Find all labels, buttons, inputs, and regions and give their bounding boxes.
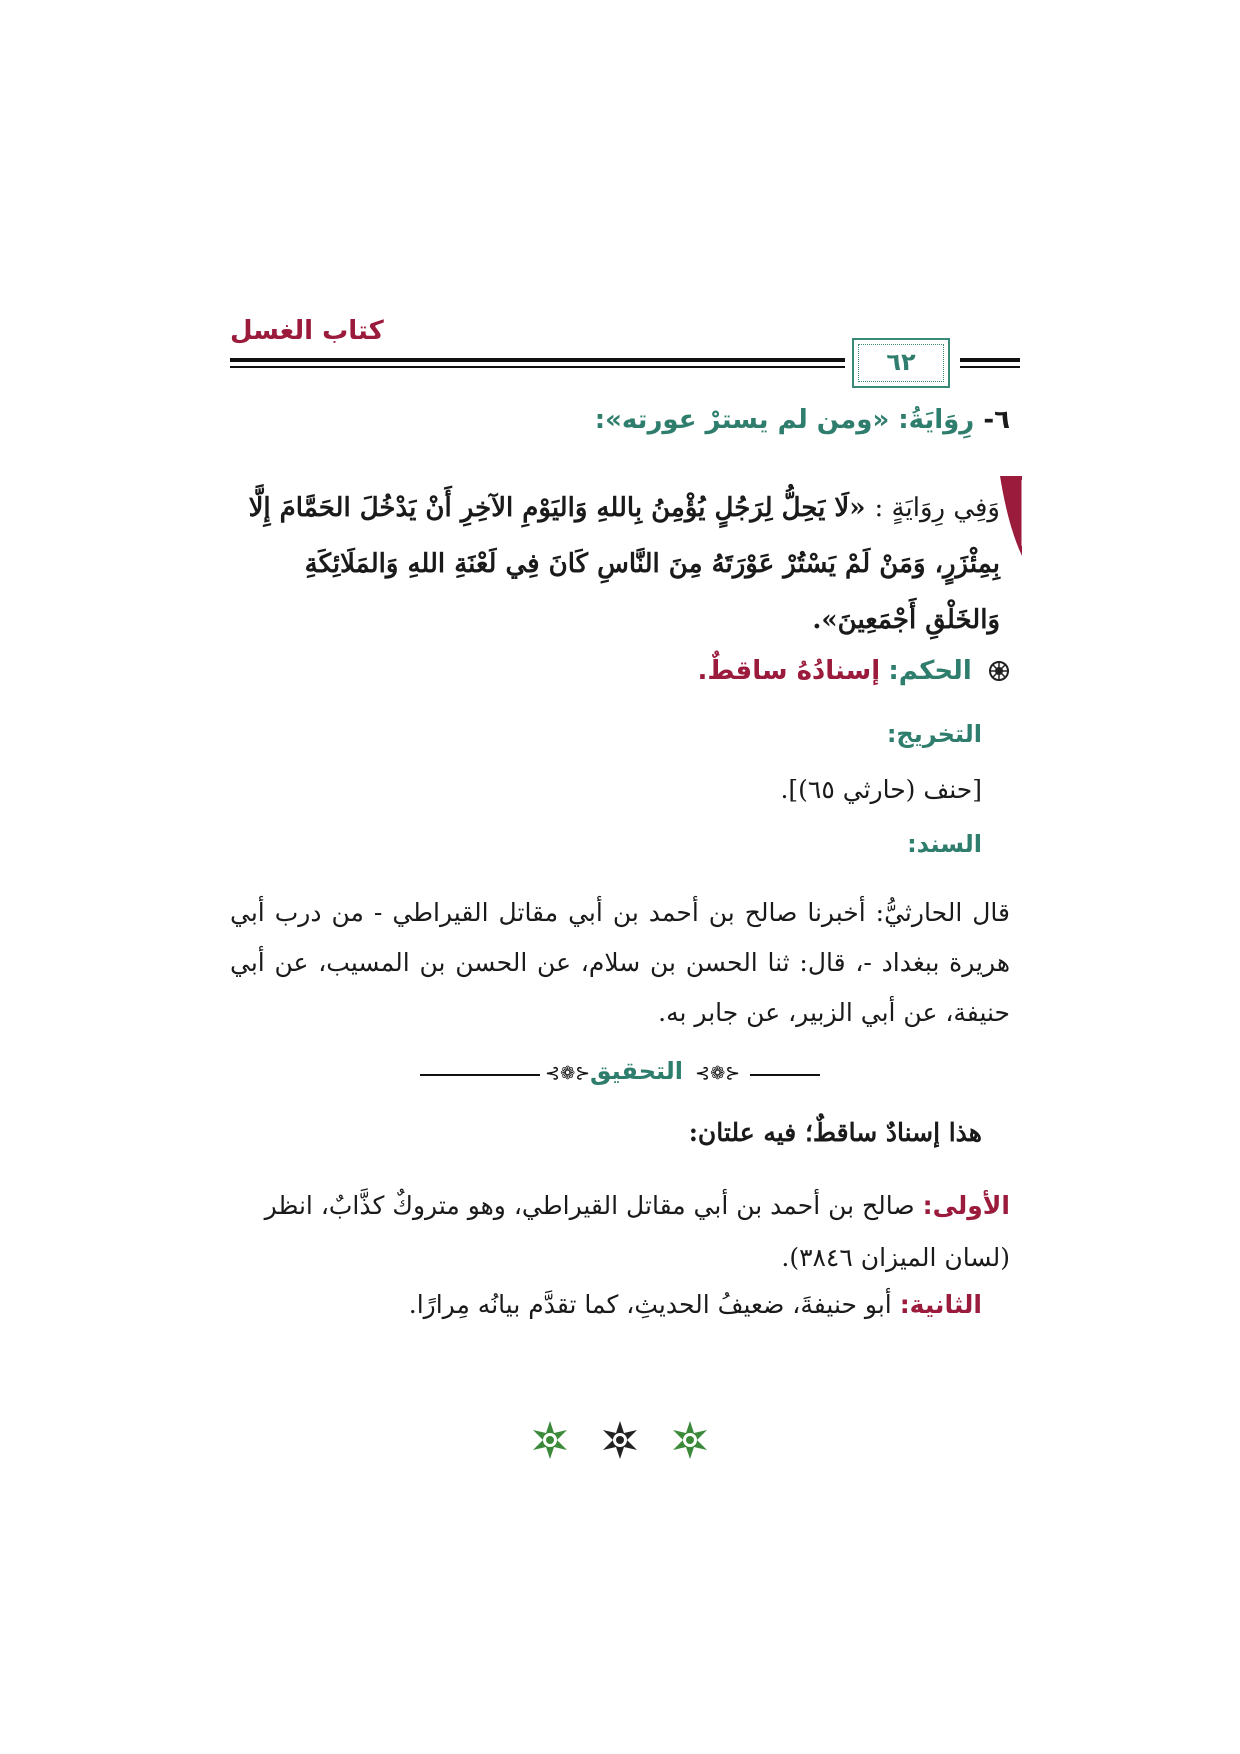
sanad-text: قال الحارثيُّ: أخبرنا صالح بن أحمد بن أبي مقاتل القيراطي - من درب أبي هريرة ببغداد -، قال: ثنا الحسن بن سلام، عن الحسن بن المسيب، عن أبي حنيفة، عن أبي الزبير، عن جابر به. [230, 898, 1010, 1027]
section-number: ٦- [983, 405, 1010, 435]
hadith-text [240, 480, 1000, 648]
page-number-badge [852, 338, 950, 388]
scroll-ornament-icon: ⊰❁⊱ [545, 1063, 591, 1084]
section-title: رِوَايَةُ: «ومن لم يسترْ عورته»: [594, 405, 975, 435]
divider-line [420, 1074, 540, 1076]
section-heading [595, 405, 1010, 435]
second-defect [409, 1290, 982, 1319]
ruling-label: الحكم: [888, 656, 972, 686]
first-defect-text: صالح بن أحمد بن أبي مقاتل القيراطي، وهو متروكٌ كذَّابٌ، انظر (لسان الميزان ٣٨٤٦). [264, 1191, 1010, 1272]
star-flower-ornament-icon [670, 1420, 710, 1460]
scroll-ornament-icon: ⊰❁⊱ [695, 1063, 741, 1084]
flower-ornament-icon [988, 660, 1010, 682]
star-flower-ornament-icon [530, 1420, 570, 1460]
header-rule [960, 366, 1020, 368]
takhrij-text: [حنف (حارثي ٦٥)]. [780, 775, 982, 804]
sanad-label: السند: [907, 830, 982, 858]
ruling-line [697, 656, 1010, 686]
book-title: كتاب الغسل [230, 316, 384, 346]
first-defect [230, 1180, 1010, 1284]
header-rule [230, 366, 845, 368]
ruling-value: إسنادُهُ ساقطٌ. [697, 656, 881, 686]
tahqiq-label: التحقيق [590, 1057, 684, 1085]
first-defect-label: الأولى: [922, 1191, 1010, 1220]
page-header [230, 316, 1020, 396]
second-defect-text: أبو حنيفةَ، ضعيفُ الحديثِ، كما تقدَّم بيانُه مِرارًا. [408, 1290, 892, 1319]
hadith-body: «لَا يَحِلُّ لِرَجُلٍ يُؤْمِنُ بِاللهِ وَاليَوْمِ الآخِرِ أَنْ يَدْخُلَ الحَمَّامَ إِلَّا بِمِئْزَرٍ، وَمَنْ لَمْ يَسْتُرْ عَوْرَتَهُ مِنَ النَّاسِ كَانَ فِي لَعْنَةِ اللهِ وَالمَلَائِكَةِ وَالخَلْقِ أَجْمَعِينَ». [248, 493, 1000, 635]
end-ornaments [530, 1420, 710, 1464]
page-number: ٦٢ [886, 348, 916, 376]
star-flower-ornament-icon [600, 1420, 640, 1460]
divider-line [750, 1074, 820, 1076]
takhrij-label: التخريج: [886, 720, 982, 748]
header-rule [960, 358, 1020, 362]
header-rule [230, 358, 845, 362]
tahqiq-summary: هذا إسنادٌ ساقطٌ؛ فيه علتان: [688, 1118, 982, 1147]
corner-ornament-icon [1000, 476, 1022, 556]
tahqiq-divider [420, 1055, 820, 1095]
second-defect-label: الثانية: [899, 1290, 982, 1319]
hadith-intro: وَفِي رِوَايَةٍ : [874, 493, 1000, 523]
